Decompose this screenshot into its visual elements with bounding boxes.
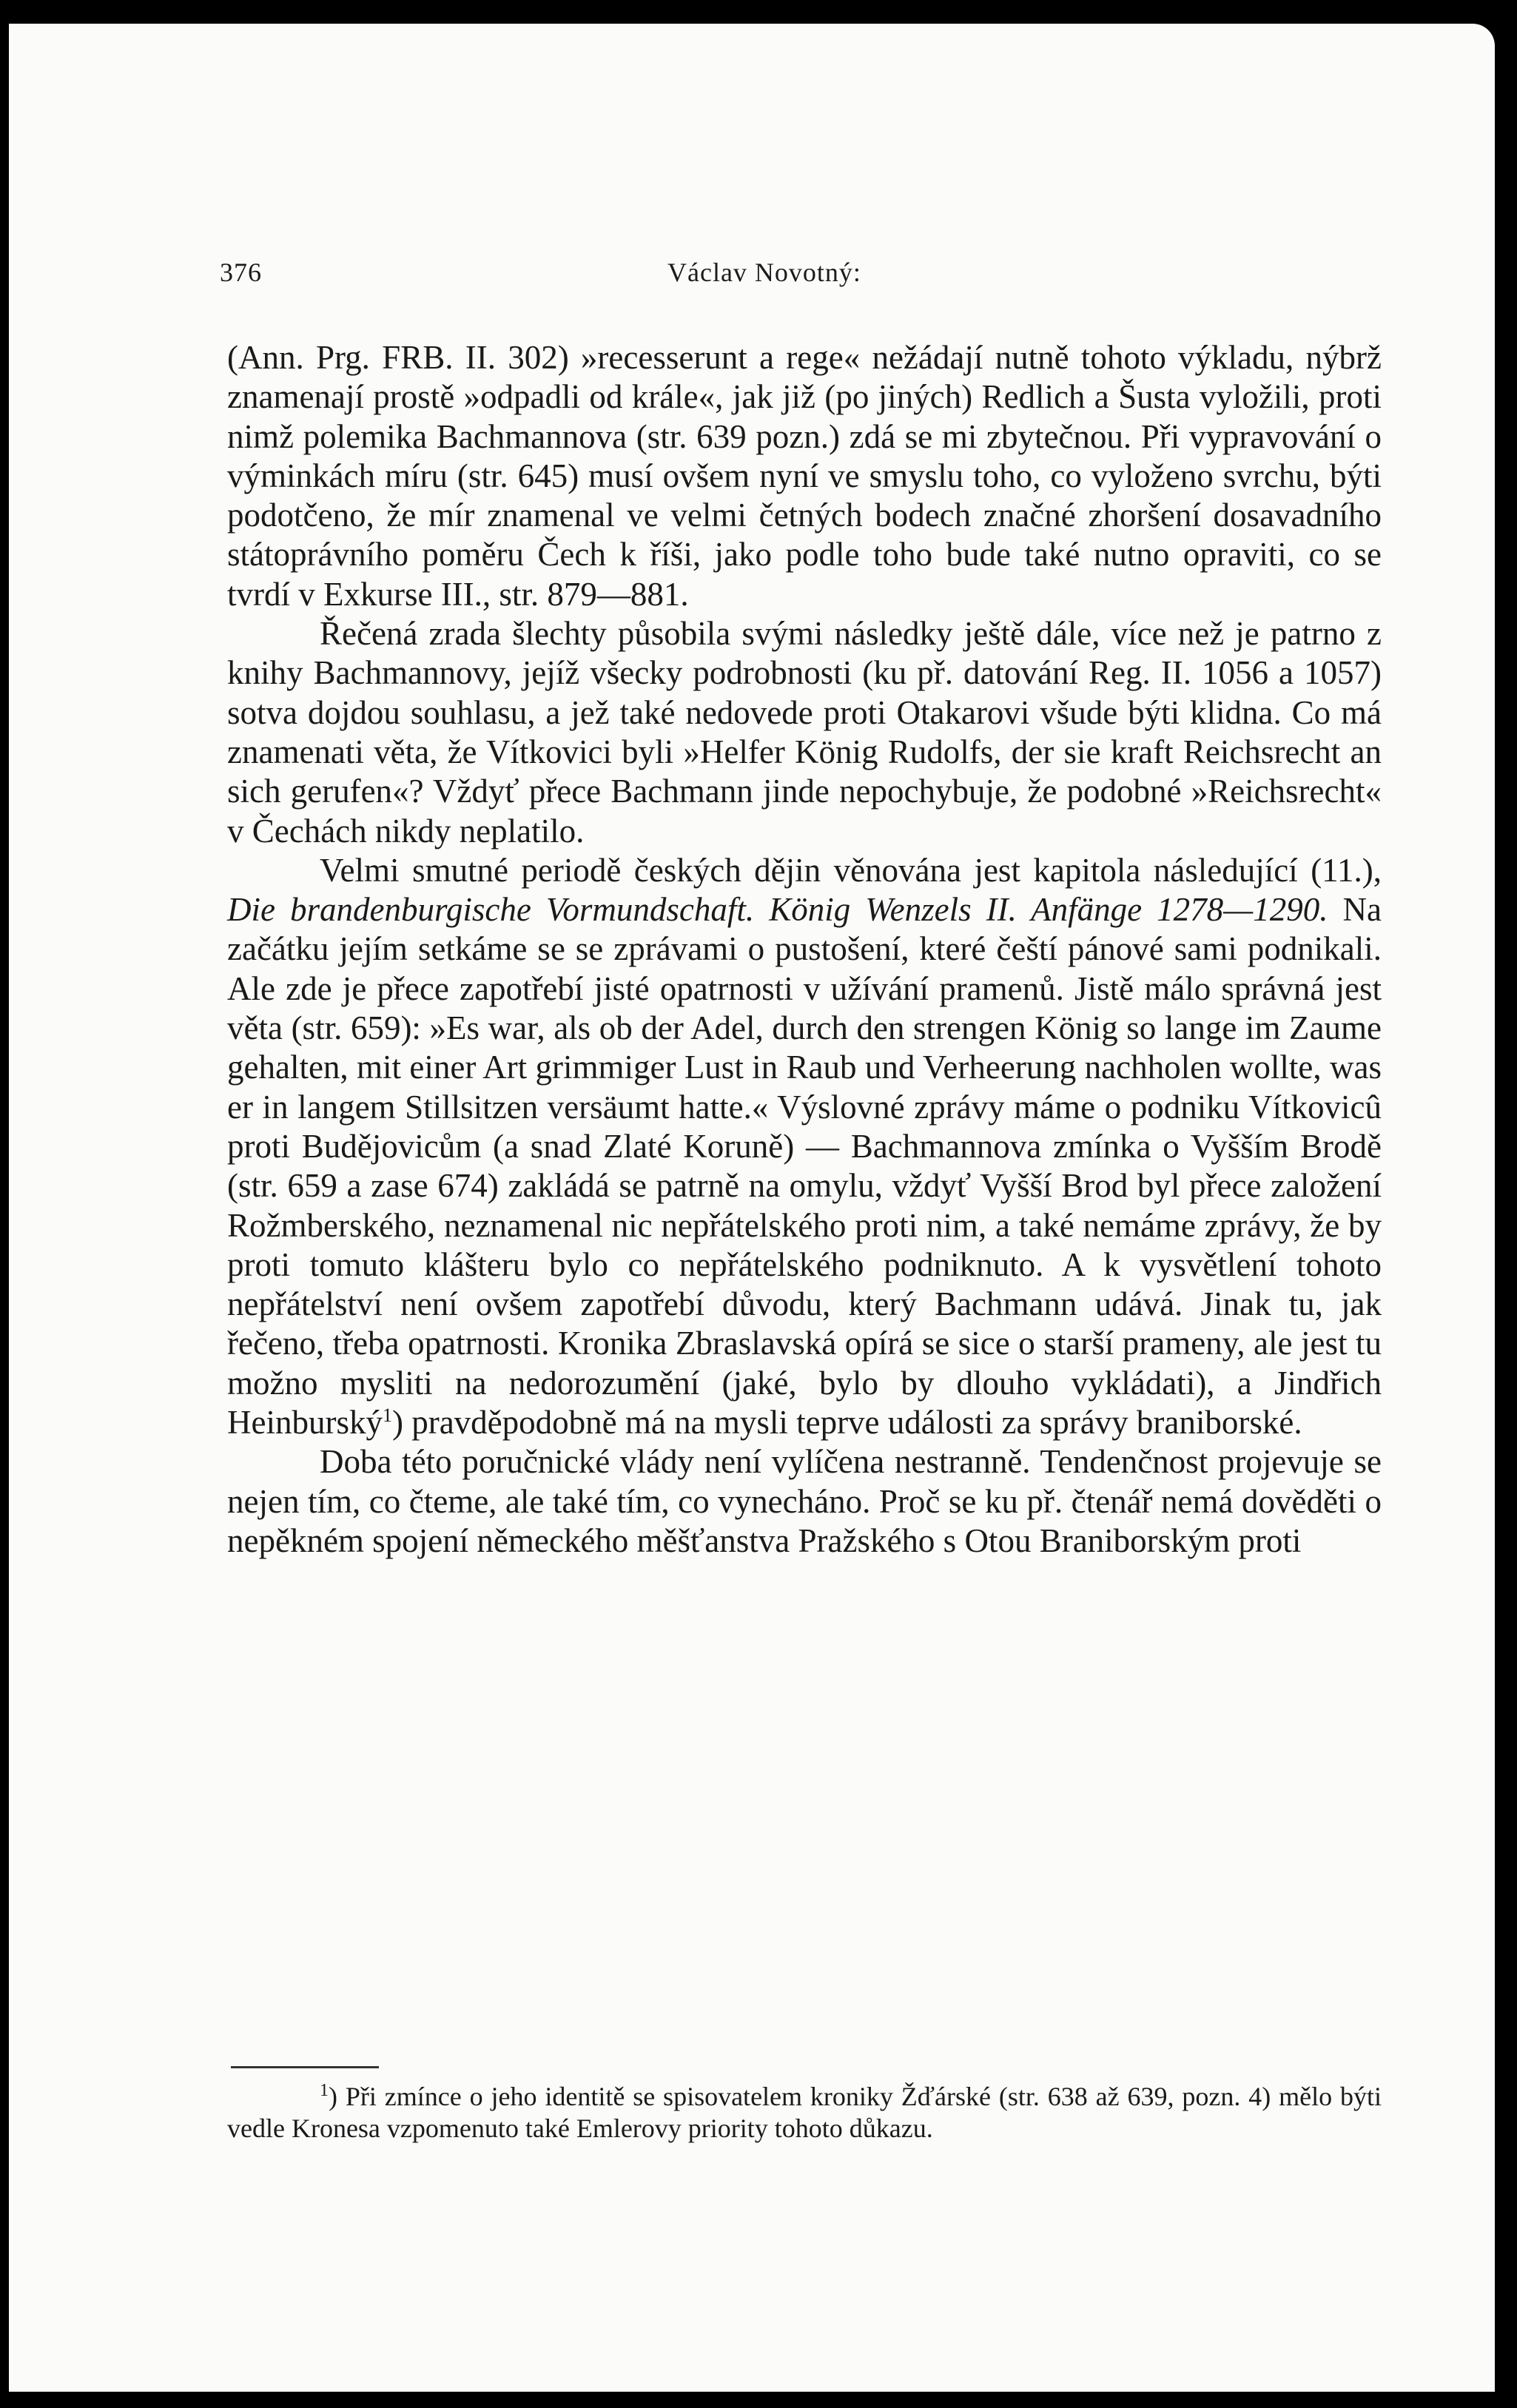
text-segment: (Ann. Prg. FRB. II. 302) »recesserunt a rege« nežádají nutně tohoto výkladu, nýbrž znamenají prostě »odpadli od krále«, jak již (po jiných) Redlich a Šusta vyložili, proti nimž polemika Bachmannova (str. 639 pozn.) zdá se mi zbytečnou. Při vypravování o výminkách míru (str. 645) musí ovšem nyní ve smyslu toho, co vyloženo svrchu, býti podotčeno, že mír znamenal ve velmi četných bodech značné zhoršení dosavadního státoprávního poměru Čech k říši, jako podle toho bude také nutno opraviti, co se tvrdí v Exkurse III., str. 879—881. xyxy=(227,339,1382,613)
footnote-mark: 1 xyxy=(320,2081,329,2100)
text-segment: Na začátku jejím setkáme se se zprávami o pustošení, které čeští pánové sami podnikali. Ale zde je přece zapotřebí jisté opatrnosti v užívání pramenů. Jistě málo správná jest věta (str. 659): »Es war, als ob der Adel, durch den strengen König so lange im Zaume gehalten, mit einer Art grimmiger Lust in Raub und Verheerung nachholen wollte, was er in langem Stillsitzen versäumt hatte.« Výslovné zprávy máme o podniku Vítkovicû proti Budějovicům (a snad Zlaté Koruně) — Bachmannova zmínka o Vyšším Brodě (str. 659 a zase 674) zakládá se patrně na omylu, vždyť Vyšší Brod byl přece založení Rožmberského, neznamenal nic nepřátelského proti nim, a také nemáme zprávy, že by proti tomuto klášteru bylo co nepřátelského podniknuto. A k vysvětlení tohoto nepřátelství není ovšem zapotřebí důvodu, který Bachmann udává. Jinak tu, jak řečeno, třeba opatrnosti. Kronika Zbraslavská opírá se sice o starší prameny, ale jest tu možno mysliti na nedorozumění (jaké, bylo by dlouho vykládati), a Jindřich Heinburský xyxy=(227,891,1382,1442)
footnote-text: ) Při zmínce o jeho identitě se spisovatelem kroniky Žďárské (str. 638 až 639, pozn. 4) mělo býti vedle Kronesa vzpomenuto také Emlerovy priority tohoto důkazu. xyxy=(227,2082,1382,2143)
text-segment: Velmi smutné periodě českých dějin věnována jest kapitola následující (11.), xyxy=(320,851,1382,889)
paragraph xyxy=(227,614,1382,851)
paragraph xyxy=(227,1442,1382,1561)
page-header xyxy=(9,257,1495,301)
text-segment: ) pravděpodobně má na mysli teprve události za správy braniborské. xyxy=(391,1404,1302,1442)
paragraph xyxy=(227,338,1382,614)
footnote-divider xyxy=(231,2066,379,2068)
footnote xyxy=(227,2081,1382,2145)
paragraph xyxy=(227,851,1382,1442)
book-page xyxy=(9,24,1495,2392)
italic-title: Die brandenburgische Vormundschaft. König Wenzels II. Anfänge 1278—1290. xyxy=(227,891,1328,929)
footnote-reference: 1 xyxy=(382,1405,392,1427)
body-text xyxy=(227,338,1382,1561)
text-segment: Doba této poručnické vlády není vylíčena nestranně. Tendenčnost projevuje se nejen tím, co čteme, ale také tím, co vynecháno. Proč se ku př. čtenář nemá dověděti o nepěkném spojení německého měšťanstva Pražského s Otou Braniborským proti xyxy=(227,1443,1382,1559)
text-segment: Řečená zrada šlechty působila svými následky ještě dále, více než je patrno z knihy Bachmannovy, jejíž všecky podrobnosti (ku př. datování Reg. II. 1056 a 1057) sotva dojdou souhlasu, a jež také nedovede proti Otakarovi všude býti klidna. Co má znamenati věta, že Vítkovici byli »Helfer König Rudolfs, der sie kraft Reichsrecht an sich gerufen«? Vždyť přece Bachmann jinde nepochybuje, že podobné »Reichsrecht« v Čechách nikdy neplatilo. xyxy=(227,615,1382,850)
running-head: Václav Novotný: xyxy=(667,258,861,287)
footnotes xyxy=(227,2081,1382,2145)
page-number: 376 xyxy=(220,258,262,287)
